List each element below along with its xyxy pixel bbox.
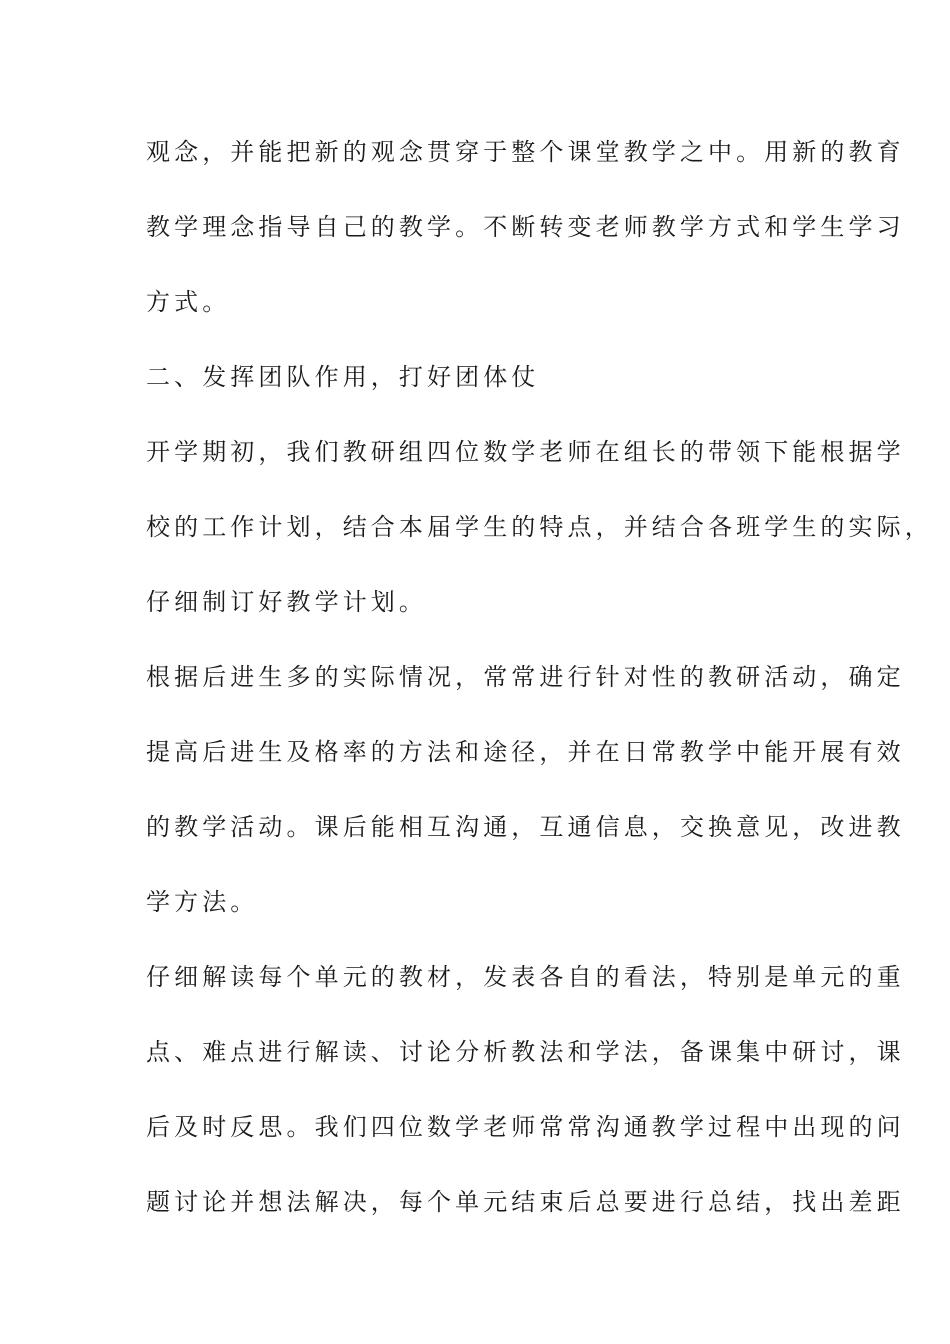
text-line: 观念，并能把新的观念贯穿于整个课堂教学之中。用新的教育 [146,138,905,166]
text-line: 仔细解读每个单元的教材，发表各自的看法，特别是单元的重 [146,963,905,991]
text-line: 点、难点进行解读、讨论分析教法和学法，备课集中研讨，课 [146,1038,905,1066]
text-line: 后及时反思。我们四位数学老师常常沟通教学过程中出现的问 [146,1113,905,1141]
text-line: 学方法。 [146,888,259,916]
text-line: 根据后进生多的实际情况，常常进行针对性的教研活动，确定 [146,663,905,691]
text-line: 仔细制订好教学计划。 [146,588,427,616]
section-heading: 二、发挥团队作用，打好团体仗 [146,363,540,391]
text-line: 的教学活动。课后能相互沟通，互通信息，交换意见，改进教 [146,813,905,841]
text-line: 校的工作计划，结合本届学生的特点，并结合各班学生的实际， [146,513,933,541]
text-line: 方式。 [146,288,231,316]
text-line: 开学期初，我们教研组四位数学老师在组长的带领下能根据学 [146,438,905,466]
text-line: 题讨论并想法解决，每个单元结束后总要进行总结，找出差距 [146,1188,905,1216]
text-line: 教学理念指导自己的教学。不断转变老师教学方式和学生学习 [146,213,905,241]
text-line: 提高后进生及格率的方法和途径，并在日常教学中能开展有效 [146,738,905,766]
